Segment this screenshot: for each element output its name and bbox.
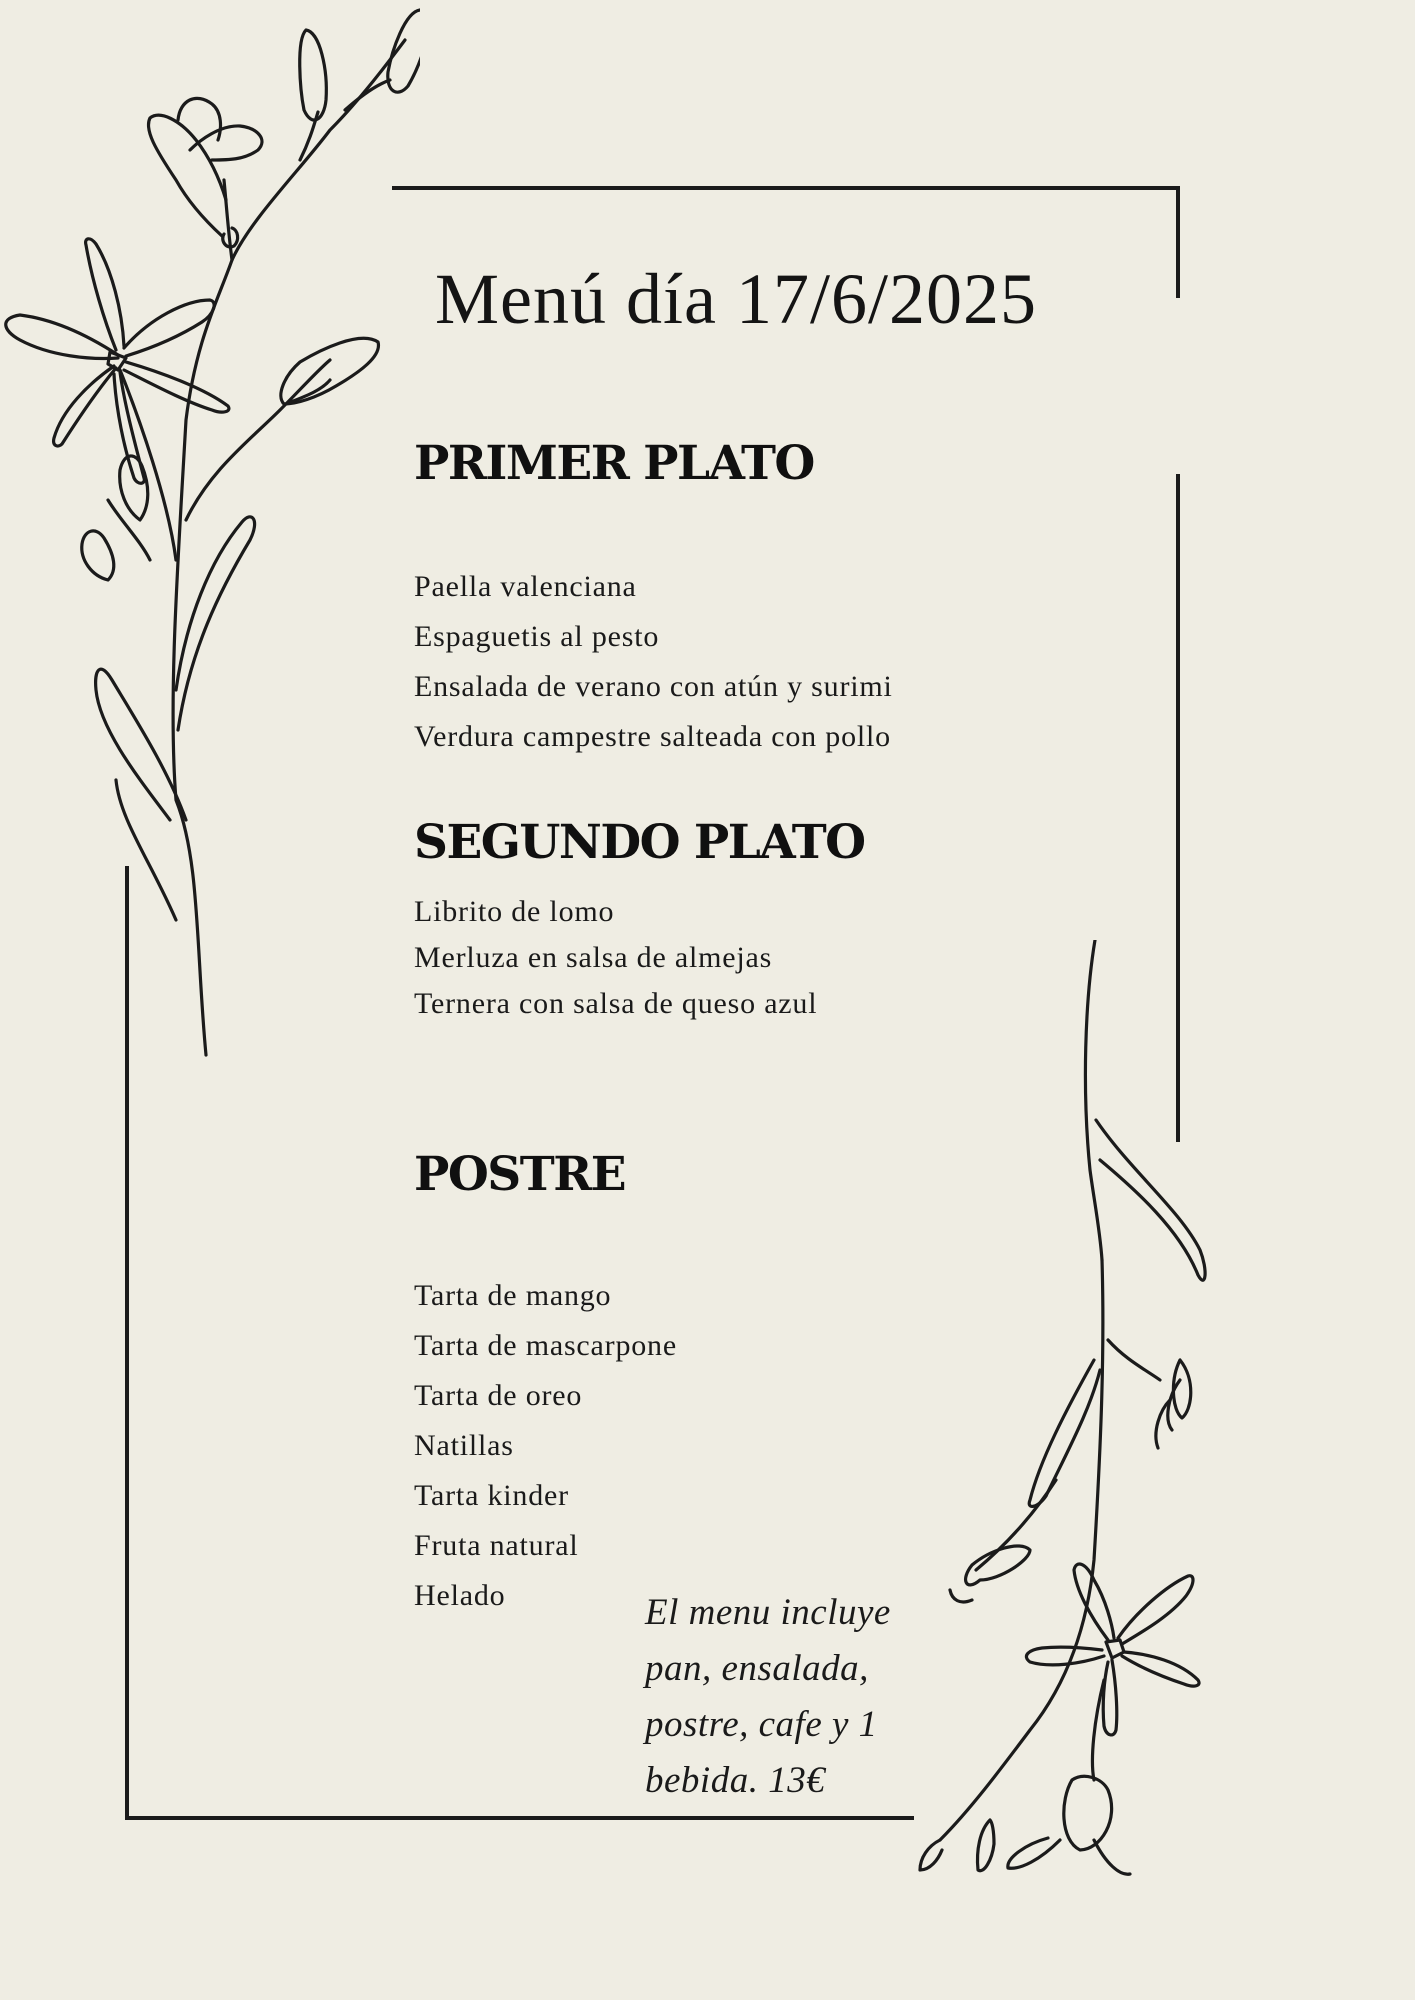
section-heading-postre: POSTRE xyxy=(414,1147,626,1202)
section-heading-segundo-plato: SEGUNDO PLATO xyxy=(414,815,865,870)
list-item: Ensalada de verano con atún y surimi xyxy=(414,670,893,703)
segundo-plato-list xyxy=(414,889,817,1027)
list-item: Ternera con salsa de queso azul xyxy=(414,987,818,1020)
list-item: Merluza en salsa de almejas xyxy=(414,941,773,974)
list-item: Librito de lomo xyxy=(414,895,615,928)
list-item: Helado xyxy=(414,1579,506,1612)
list-item: Tarta de mango xyxy=(414,1279,612,1312)
list-item: Tarta kinder xyxy=(414,1479,569,1512)
list-item: Tarta de oreo xyxy=(414,1379,583,1412)
floral-branch-top-left-icon xyxy=(0,0,420,1080)
list-item: Espaguetis al pesto xyxy=(414,620,660,653)
list-item: Tarta de mascarpone xyxy=(414,1329,677,1362)
primer-plato-list xyxy=(414,562,893,762)
list-item: Fruta natural xyxy=(414,1529,579,1562)
menu-includes-note: El menu incluye pan, ensalada, postre, cafe y 1 bebida. 13€ xyxy=(645,1592,891,1801)
list-item: Paella valenciana xyxy=(414,570,637,603)
menu-title: Menú día 17/6/2025 xyxy=(435,259,1037,339)
postre-list xyxy=(414,1271,677,1621)
list-item: Natillas xyxy=(414,1429,514,1462)
list-item: Verdura campestre salteada con pollo xyxy=(414,720,891,753)
section-heading-primer-plato: PRIMER PLATO xyxy=(414,436,814,491)
